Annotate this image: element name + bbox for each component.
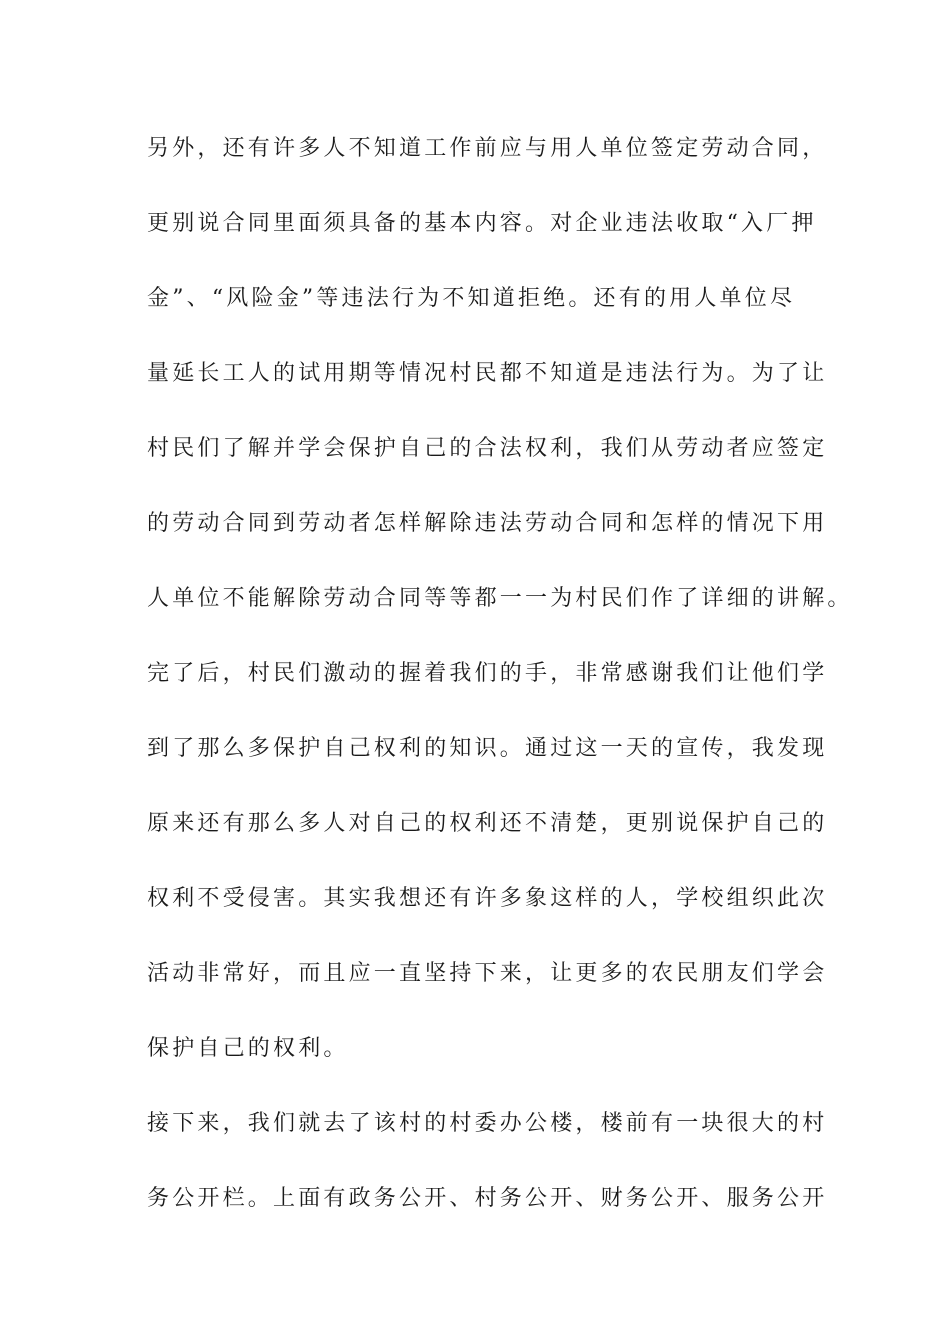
text-line: 村民们了解并学会保护自己的合法权利，我们从劳动者应签定: [147, 436, 828, 461]
text-line: 到了那么多保护自己权利的知识。通过这一天的宣传，我发现: [147, 736, 828, 761]
text-line: 权利不受侵害。其实我想还有许多象这样的人，学校组织此次: [147, 886, 828, 911]
text-line: 量延长工人的试用期等情况村民都不知道是违法行为。为了让: [147, 361, 828, 386]
text-line: 的劳动合同到劳动者怎样解除违法劳动合同和怎样的情况下用: [147, 511, 828, 536]
text-line: 务公开栏。上面有政务公开、村务公开、财务公开、服务公开: [147, 1186, 828, 1211]
text-line: 更别说合同里面须具备的基本内容。对企业违法收取“入厂押: [147, 211, 817, 236]
text-line: 活动非常好，而且应一直坚持下来，让更多的农民朋友们学会: [147, 961, 828, 986]
text-line: 金”、“风险金”等违法行为不知道拒绝。还有的用人单位尽: [147, 286, 796, 311]
body-text: [147, 128, 853, 1253]
text-line: 另外，还有许多人不知道工作前应与用人单位签定劳动合同，: [147, 136, 828, 161]
text-line: 人单位不能解除劳动合同等等都一一为村民们作了详细的讲解。: [147, 586, 853, 611]
text-line: 接下来，我们就去了该村的村委办公楼，楼前有一块很大的村: [147, 1111, 828, 1136]
text-line: 保护自己的权利。: [147, 1036, 349, 1061]
text-line: 完了后，村民们激动的握着我们的手，非常感谢我们让他们学: [147, 661, 828, 686]
text-line: 原来还有那么多人对自己的权利还不清楚，更别说保护自己的: [147, 811, 828, 836]
